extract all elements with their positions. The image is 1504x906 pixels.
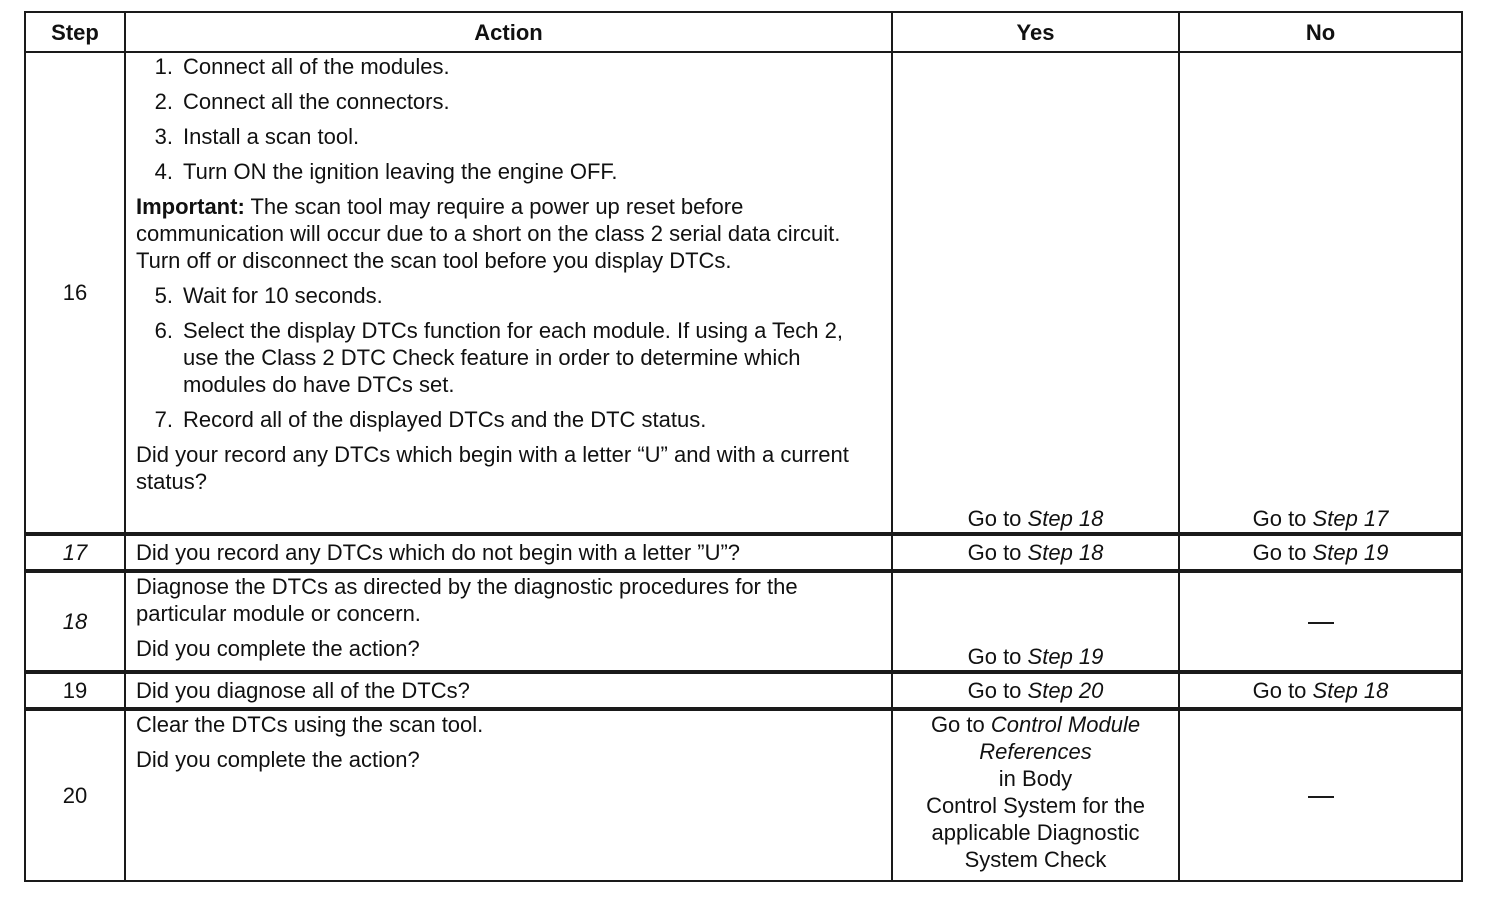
important-label: Important: [136,194,245,219]
substeps-list-b [136,282,881,433]
header-action: Action [125,12,892,52]
yes-suffix-2: Control System for the applicable Diagnostic System Check [926,793,1145,872]
yes-cell: Go to Step 18 [892,534,1179,571]
list-item: 3. Install a scan tool. [154,124,360,149]
step-number: 17 [25,534,125,571]
no-step-link[interactable]: Step 18 [1312,678,1389,703]
yes-cell: Go to Step 19 [892,571,1179,672]
step-number: 20 [25,709,125,881]
header-step: Step [25,12,125,52]
no-step-link[interactable]: Step 19 [1312,540,1389,565]
substeps-list-a [136,53,881,185]
question-text: Did you complete the action? [136,636,420,661]
yes-step-link[interactable]: Step 19 [1027,644,1104,669]
no-cell: Go to Step 17 [1179,52,1462,534]
yes-suffix-1: in Body [998,766,1073,791]
no-cell [1179,709,1462,881]
step-number: 16 [25,52,125,534]
list-item: 7. Record all of the displayed DTCs and the DTC status. [154,407,707,432]
list-item: 5. Wait for 10 seconds. [154,283,383,308]
important-note [136,193,881,274]
yes-cell: Go to Step 18 [892,52,1179,534]
step-number: 19 [25,672,125,709]
yes-step-link[interactable]: Step 18 [1027,506,1104,531]
list-item: 6. Select the display DTCs function for each module. If using a Tech 2, use the Class 2 DTC Check feature in order to determine which modules do have DTCs set. [154,318,843,397]
question-text: Did your record any DTCs which begin with a letter “U” and with a current status? [136,442,849,494]
yes-cell [892,709,1179,881]
table-row-19 [25,672,1462,709]
control-module-references-link[interactable]: Control Module References [979,712,1141,764]
action-cell [125,709,892,881]
important-text: The scan tool may require a power up reset before communication will occur due to a short on the class 2 serial data circuit. Turn off or disconnect the scan tool before you display DTCs. [136,194,841,273]
list-item: 4. Turn ON the ignition leaving the engine OFF. [154,159,618,184]
list-item: 1. Connect all of the modules. [154,54,450,79]
header-row [25,12,1462,52]
instruction-text: Diagnose the DTCs as directed by the diagnostic procedures for the particular module or concern. [136,574,798,626]
question-text: Did you diagnose all of the DTCs? [125,672,892,709]
table-row-18 [25,571,1462,672]
table-row-16 [25,52,1462,534]
no-step-link[interactable]: Step 17 [1312,506,1389,531]
list-item: 2. Connect all the connectors. [154,89,450,114]
table-row-20 [25,709,1462,881]
no-cell: Go to Step 18 [1179,672,1462,709]
no-dash [1308,796,1334,798]
action-cell [125,571,892,672]
question-text: Did you record any DTCs which do not begin with a letter ”U”? [125,534,892,571]
yes-cell: Go to Step 20 [892,672,1179,709]
instruction-text: Clear the DTCs using the scan tool. [136,712,484,737]
question-text: Did you complete the action? [136,747,420,772]
yes-step-link[interactable]: Step 18 [1027,540,1104,565]
no-cell: Go to Step 19 [1179,534,1462,571]
action-cell [125,52,892,534]
yes-reference-block: Go to Control Module References in Body Control System for the applicable Diagnostic System Check [926,712,1145,872]
header-no: No [1179,12,1462,52]
no-cell [1179,571,1462,672]
no-dash [1308,622,1334,624]
step-number: 18 [25,571,125,672]
header-yes: Yes [892,12,1179,52]
diagnostic-table [24,11,1463,882]
yes-step-link[interactable]: Step 20 [1027,678,1104,703]
table-row-17 [25,534,1462,571]
